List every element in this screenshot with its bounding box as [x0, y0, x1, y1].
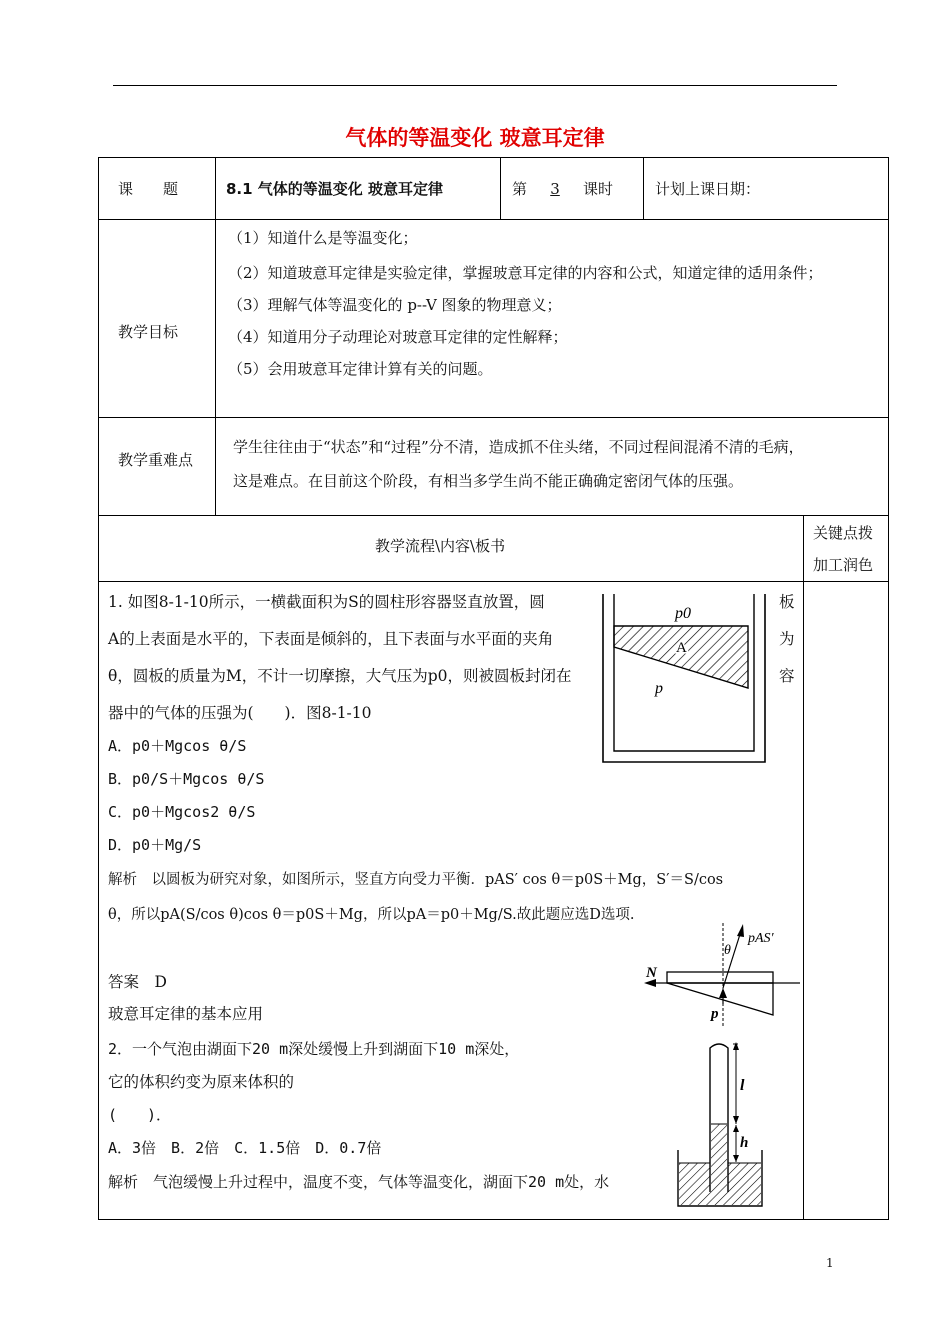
objective-item: （2）知道玻意耳定律是实验定律，掌握玻意耳定律的内容和公式，知道定律的适用条件；	[228, 264, 823, 282]
date-label: 计划上课日期：	[655, 180, 761, 198]
objective-item: （3）理解气体等温变化的 p--V 图象的物理意义；	[228, 296, 562, 314]
difficulties-label: 教学重难点	[118, 451, 194, 469]
q1-side-char: 板	[779, 593, 795, 611]
force-diagram	[640, 918, 810, 1028]
q1-line: θ，圆板的质量为M，不计一切摩擦，大气压为p0，则被圆板封闭在	[108, 667, 572, 685]
fig1-label-a: A	[676, 640, 687, 656]
objective-item: （4）知道用分子动理论对玻意耳定律的定性解释；	[228, 328, 568, 346]
q1-option: A．p0＋Mgcos θ/S	[108, 737, 247, 755]
period-prefix: 第	[512, 180, 528, 198]
q1-option: C．p0＋Mgcos2 θ/S	[108, 803, 256, 821]
page-number: 1	[826, 1256, 834, 1270]
q1-line: 器中的气体的压强为( )．图8-1-10	[108, 704, 372, 722]
flow-label: 教学流程\内容\板书	[375, 537, 506, 555]
q1-answer: 答案 D	[108, 973, 167, 991]
fig2-label-theta: θ	[724, 943, 731, 958]
tube-figure	[676, 1040, 776, 1215]
q1-analysis: θ，所以pA(S/cos θ)cos θ＝p0S＋Mg，所以pA＝p0＋Mg/S.故此题应选D选项.	[108, 907, 635, 923]
q1-side-char: 容	[779, 667, 795, 685]
q1-line: A的上表面是水平的，下表面是倾斜的，且下表面与水平面的夹角	[108, 630, 554, 648]
topic-label: 课 题	[118, 180, 179, 198]
fig2-label-n: N	[646, 965, 657, 981]
fig1-label-p: p	[655, 680, 663, 697]
q1-option: B．p0/S＋Mgcos θ/S	[108, 770, 265, 788]
objectives-label: 教学目标	[118, 323, 179, 341]
q2-line: 2．一个气泡由湖面下20 m深处缓慢上升到湖面下10 m深处，	[108, 1040, 520, 1058]
objective-item: （5）会用玻意耳定律计算有关的问题。	[228, 360, 493, 378]
q2-line: ( )．	[108, 1106, 172, 1124]
container-figure	[600, 590, 770, 770]
key-points-label-2: 加工润色	[813, 556, 874, 574]
objective-item: （1）知道什么是等温变化；	[228, 229, 418, 247]
q1-line: 1. 如图8-1-10所示，一横截面积为S的圆柱形容器竖直放置，圆	[108, 593, 545, 611]
page-title: 气体的等温变化 玻意耳定律	[345, 126, 605, 150]
difficulties-text: 学生往往由于“状态”和“过程”分不清，造成抓不住头绪，不同过程间混淆不清的毛病，	[233, 438, 804, 456]
fig2-label-pas: pAS′	[748, 931, 774, 946]
section-heading: 玻意耳定律的基本应用	[108, 1005, 264, 1023]
q1-side-char: 为	[779, 630, 795, 648]
key-points-label: 关键点拨	[813, 524, 874, 542]
fig3-label-l: l	[740, 1077, 745, 1094]
q2-analysis: 解析 气泡缓慢上升过程中，温度不变，气体等温变化，湖面下20 m处，水	[108, 1173, 610, 1191]
q1-analysis: 解析 以圆板为研究对象，如图所示，竖直方向受力平衡．pAS′ cos θ＝p0S＋Mg，S′＝S/cos	[108, 872, 724, 888]
fig3-label-h: h	[740, 1135, 749, 1151]
q2-options: A．3倍 B．2倍 C．1.5倍 D．0.7倍	[108, 1139, 382, 1157]
header-rule	[113, 85, 837, 86]
period-number: 3	[550, 180, 560, 198]
fig2-label-p: p	[711, 1006, 719, 1022]
period-suffix: 课时	[583, 180, 614, 198]
fig1-label-p0: p0	[675, 605, 691, 622]
q1-option: D．p0＋Mg/S	[108, 836, 202, 854]
topic-value: 8.1 气体的等温变化 玻意耳定律	[226, 180, 444, 198]
period-field	[512, 178, 613, 199]
q2-line: 它的体积约变为原来体积的	[108, 1073, 295, 1091]
difficulties-text: 这是难点。在目前这个阶段，有相当多学生尚不能正确确定密闭气体的压强。	[233, 472, 744, 490]
